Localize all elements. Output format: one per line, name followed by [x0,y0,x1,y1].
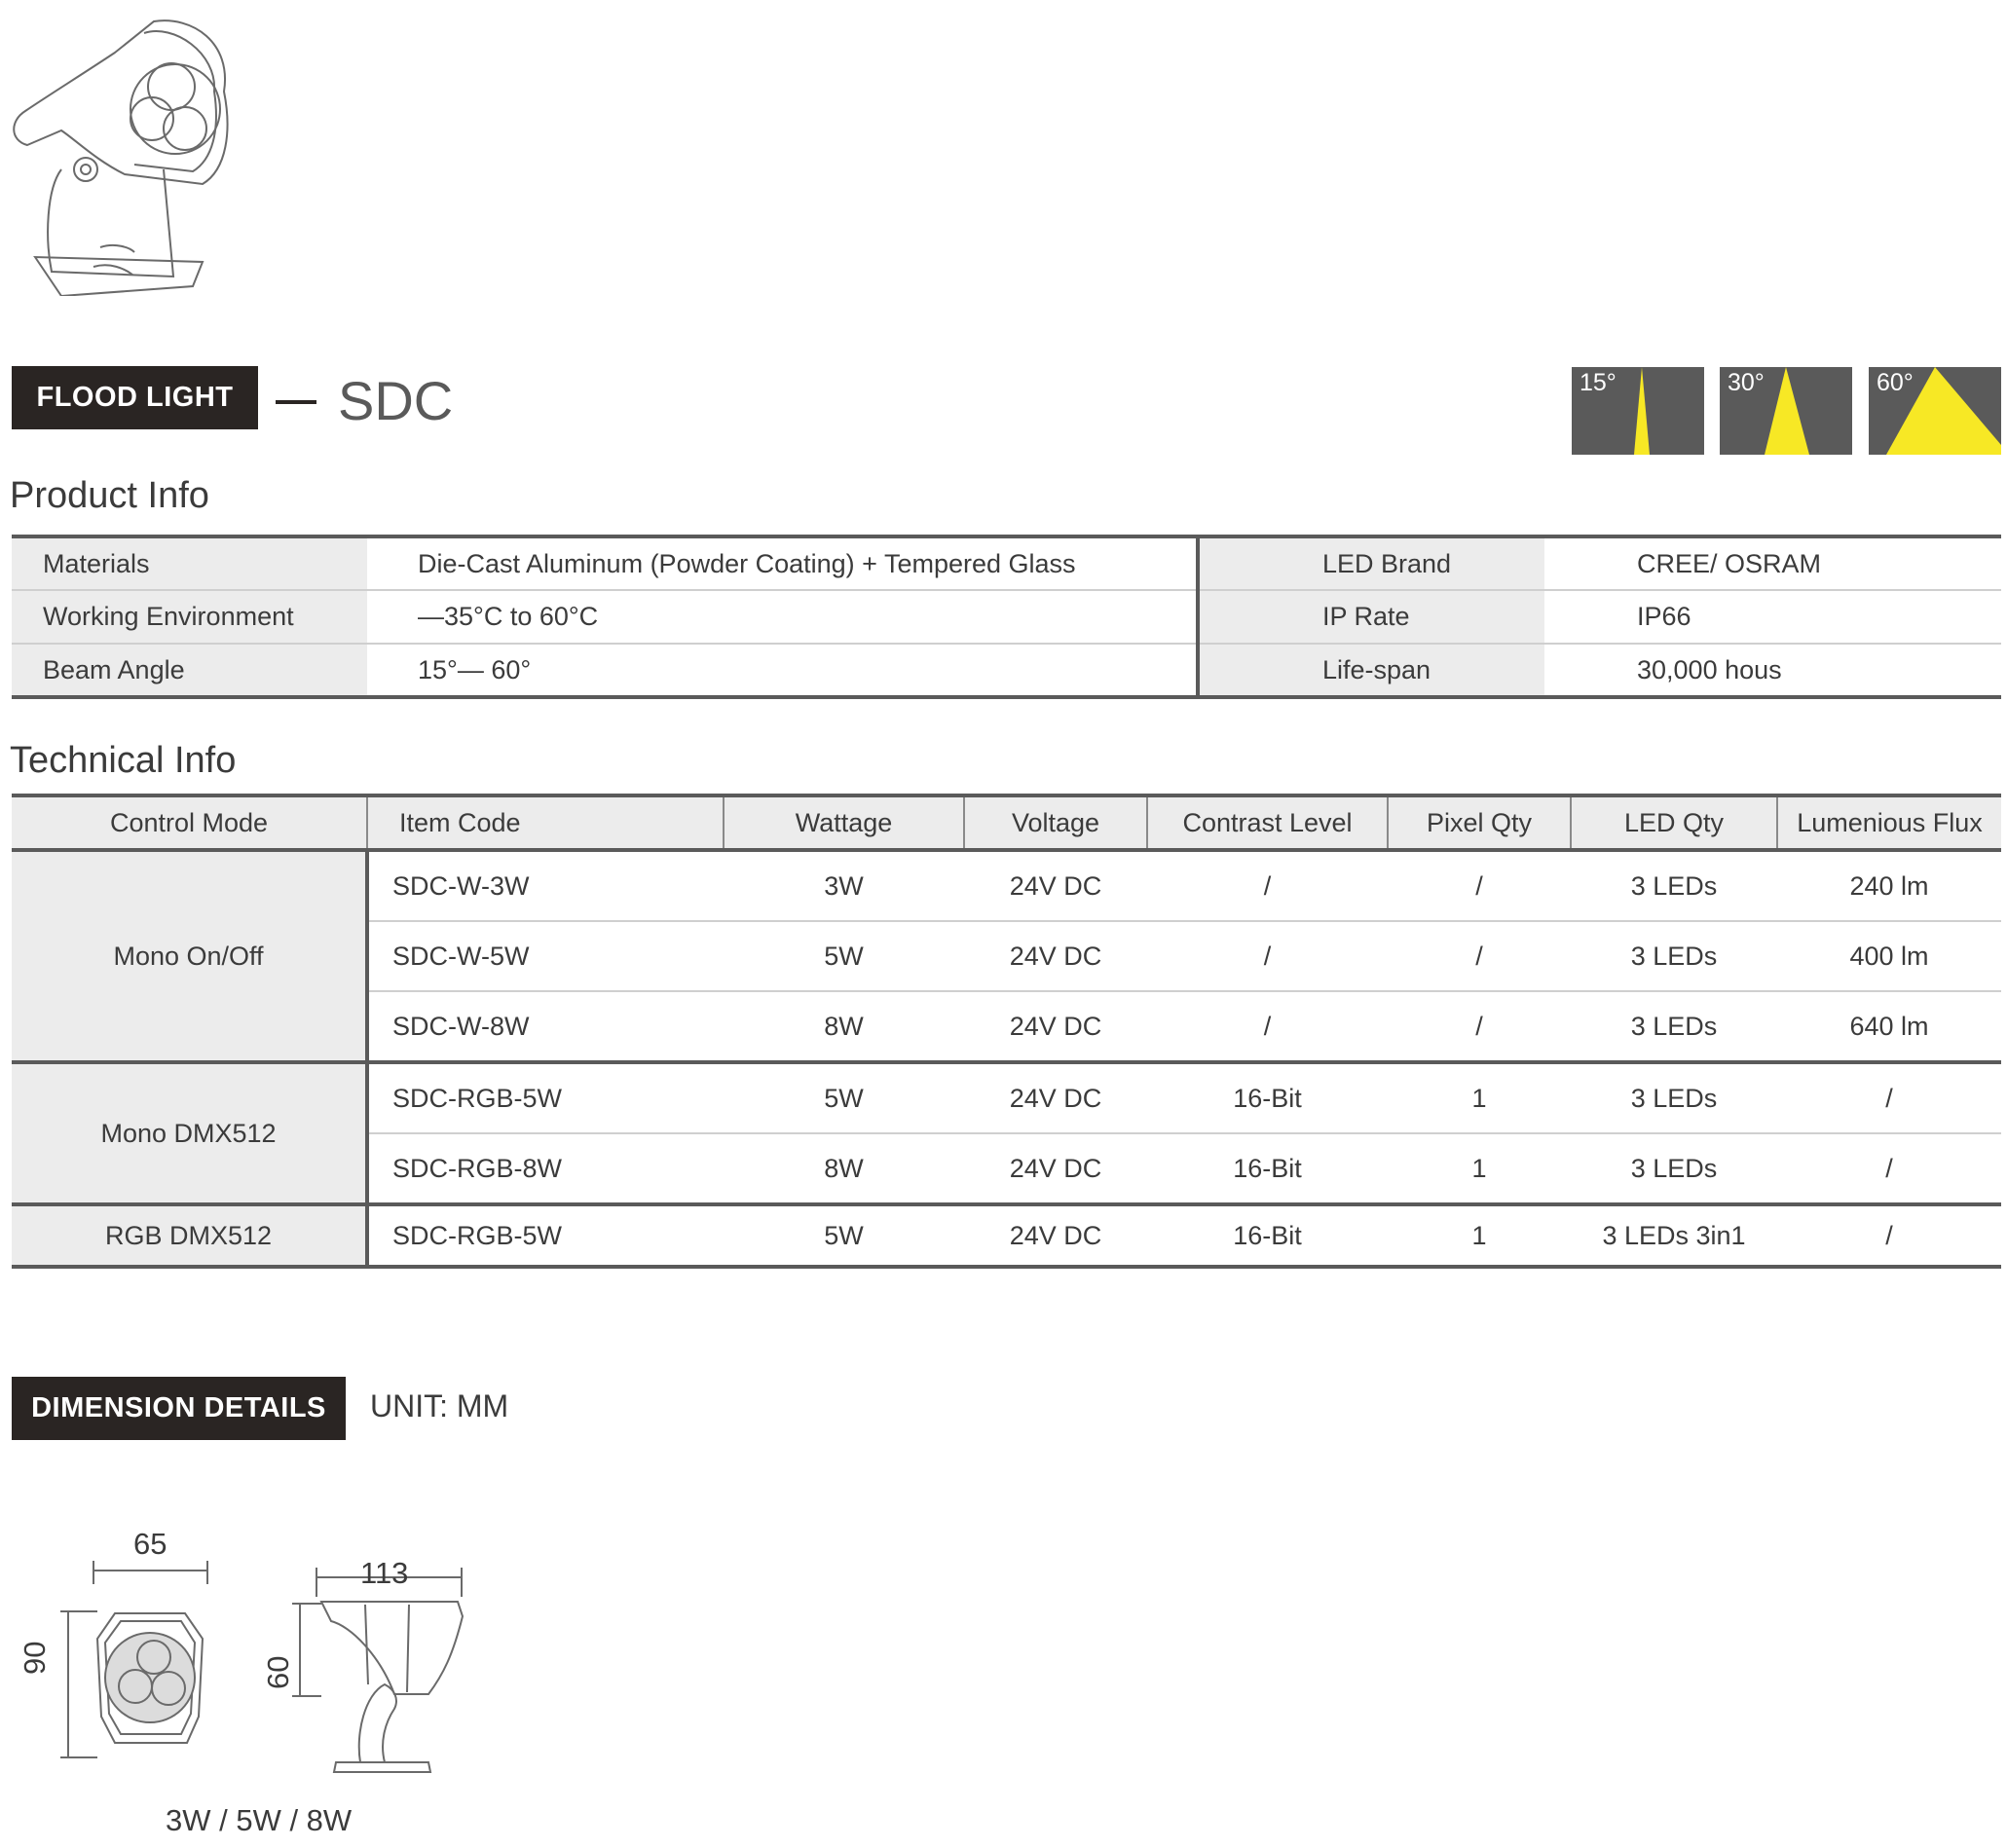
working-environment-value: —35°C to 60°C [367,590,1198,644]
title-dash [276,400,316,404]
beam-angle-value: 15°— 60° [367,644,1198,697]
header-control-mode: Control Mode [12,795,367,850]
lumenious-flux-cell: / [1885,1220,1893,1250]
wattage-cell: 5W [724,1062,964,1133]
header-item-code: Item Code [367,795,724,850]
beam-15-label: 15° [1580,369,1617,396]
item-code-cell: SDC-RGB-8W [367,1133,724,1204]
voltage-cell: 24V DC [1009,1220,1102,1250]
voltage-cell: 24V DC [964,991,1147,1062]
technical-info-table [12,794,2001,1269]
item-code-cell: SDC-W-8W [367,991,724,1062]
wattage-cell: 5W [824,1220,864,1250]
wattage-cell: 5W [724,921,964,991]
contrast-level-cell: / [1147,850,1388,921]
pixel-qty-cell: / [1388,850,1571,921]
dimension-details-tag: DIMENSION DETAILS [12,1377,346,1440]
dimension-width-label: 65 [133,1527,167,1561]
header-pixel-qty: Pixel Qty [1388,795,1571,850]
pixel-qty-cell: 1 [1388,1133,1571,1204]
header-contrast-level: Contrast Level [1147,795,1388,850]
control-mode-cell: RGB DMX512 [12,1204,367,1267]
voltage-cell: 24V DC [964,850,1147,921]
lumenious-flux-cell: / [1777,1133,2001,1204]
led-qty-cell: 3 LEDs [1571,850,1777,921]
led-qty-cell: 3 LEDs [1571,991,1777,1062]
pixel-qty-cell: / [1388,921,1571,991]
dimension-side-height-label: 60 [261,1655,295,1689]
pixel-qty-cell: 1 [1388,1062,1571,1133]
life-span-value: 30,000 hous [1544,644,2001,697]
category-tag: FLOOD LIGHT [12,366,258,429]
product-info-table [12,535,2001,699]
wattage-cell: 3W [724,850,964,921]
flood-light-sketch [8,14,242,296]
dimension-caption: 3W / 5W / 8W [166,1803,353,1837]
lumenious-flux-cell: 400 lm [1777,921,2001,991]
working-environment-label: Working Environment [12,590,367,644]
beam-60-label: 60° [1877,369,1914,396]
pixel-qty-cell: / [1388,991,1571,1062]
header-led-qty: LED Qty [1571,795,1777,850]
table-row [12,850,2001,921]
life-span-label: Life-span [1198,644,1544,697]
wattage-cell: 8W [724,991,964,1062]
unit-label: UNIT: MM [370,1388,509,1423]
product-info-row [12,644,2001,697]
item-code-cell: SDC-RGB-5W [392,1220,562,1250]
materials-value: Die-Cast Aluminum (Powder Coating) + Tempered Glass [367,536,1198,590]
item-code-cell: SDC-W-3W [367,850,724,921]
ip-rate-label: IP Rate [1198,590,1544,644]
lumenious-flux-cell: / [1777,1062,2001,1133]
led-qty-cell: 3 LEDs [1571,1062,1777,1133]
led-qty-cell: 3 LEDs [1571,1133,1777,1204]
item-code-cell: SDC-RGB-5W [367,1062,724,1133]
header-voltage: Voltage [964,795,1147,850]
header-lumenious-flux: Lumenious Flux [1777,795,2001,850]
dimension-height-label: 90 [18,1641,52,1675]
item-code-cell: SDC-W-5W [367,921,724,991]
table-row [12,1062,2001,1133]
contrast-level-cell: / [1147,921,1388,991]
control-mode-cell: Mono On/Off [12,850,367,1062]
contrast-level-cell: 16-Bit [1147,1062,1388,1133]
contrast-level-cell: / [1147,991,1388,1062]
beam-angle-30-badge [1720,367,1852,455]
pixel-qty-cell: 1 [1471,1220,1487,1250]
led-qty-cell: 3 LEDs 3in1 [1602,1220,1746,1250]
series-title: SDC [338,370,454,431]
led-brand-value: CREE/ OSRAM [1637,548,1822,578]
beam-angle-label: Beam Angle [12,644,367,697]
product-info-row [12,536,2001,590]
control-mode-cell: Mono DMX512 [12,1062,367,1204]
materials-label: Materials [12,536,367,590]
lumenious-flux-cell: 640 lm [1777,991,2001,1062]
voltage-cell: 24V DC [964,1062,1147,1133]
dimension-length-label: 113 [360,1556,409,1590]
technical-info-title: Technical Info [10,740,237,781]
header-wattage: Wattage [724,795,964,850]
table-header-row [12,795,2001,850]
led-qty-cell: 3 LEDs [1571,921,1777,991]
product-info-row [12,590,2001,644]
lumenious-flux-cell: 240 lm [1777,850,2001,921]
voltage-cell: 24V DC [964,1133,1147,1204]
wattage-cell: 8W [724,1133,964,1204]
product-info-title: Product Info [10,475,209,516]
contrast-level-cell: 16-Bit [1233,1220,1302,1250]
voltage-cell: 24V DC [964,921,1147,991]
ip-rate-value: IP66 [1544,590,2001,644]
beam-30-label: 30° [1728,369,1765,396]
contrast-level-cell: 16-Bit [1147,1133,1388,1204]
beam-angle-60-badge [1869,367,2001,455]
led-brand-label: LED Brand [1198,536,1544,590]
beam-angle-15-badge [1572,367,1704,455]
table-row [12,1204,2001,1267]
